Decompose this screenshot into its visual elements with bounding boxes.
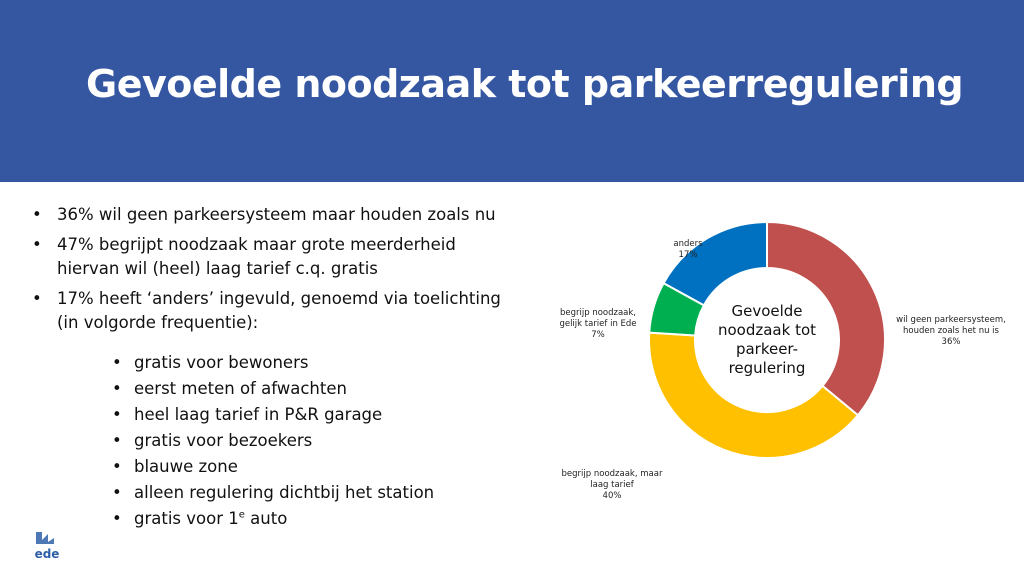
sub-bullet-item: • eerst meten of afwachten (110, 376, 490, 402)
bullet-item (30, 233, 530, 281)
sub-bullet-item: • gratis voor bewoners (110, 350, 490, 376)
sub-bullet-item: • blauwe zone (110, 454, 490, 480)
slice-label: wil geen parkeersysteem, houden zoals het nu is 36% (896, 315, 1006, 347)
sub-bullet-list (110, 350, 490, 532)
title-banner (0, 0, 1024, 182)
slice-label: begrijp noodzaak, gelijk tarief in Ede 7% (559, 308, 637, 340)
sub-bullet-item (110, 506, 490, 532)
ede-logo (30, 530, 64, 562)
logo-text: ede (34, 547, 60, 561)
bullet-text: (in volgorde frequentie): (57, 313, 259, 332)
donut-chart (540, 190, 1024, 530)
bullet-text: 17% heeft ‘anders’ ingevuld, genoemd via toelichting (57, 289, 501, 308)
slice-label: anders 17% (673, 239, 703, 260)
sub-bullet-item: • heel laag tarief in P&R garage (110, 402, 490, 428)
sub-bullet-item: • alleen regulering dichtbij het station (110, 480, 490, 506)
page-title: Gevoelde noodzaak tot parkeerregulering (86, 62, 964, 106)
bullet-item (30, 287, 530, 335)
sub-bullet-item: • gratis voor bezoekers (110, 428, 490, 454)
sub-bullet-text: auto (244, 509, 288, 528)
center-label: Gevoelde noodzaak tot parkeer-regulering (717, 302, 817, 377)
slice-label: begrijp noodzaak, maar laag tarief 40% (561, 469, 663, 501)
sub-bullet-text: gratis voor 1 (134, 509, 239, 528)
donut-slice (664, 222, 767, 305)
bullet-item (30, 203, 530, 227)
superscript: e (238, 509, 245, 521)
bullet-text: 47% begrijpt noodzaak maar grote meerderheid (57, 235, 456, 254)
bullet-text: hiervan wil (heel) laag tarief c.q. gratis (57, 259, 378, 278)
bullet-list (30, 203, 530, 341)
bullet-text: 36% wil geen parkeersysteem maar houden zoals nu (57, 205, 496, 224)
